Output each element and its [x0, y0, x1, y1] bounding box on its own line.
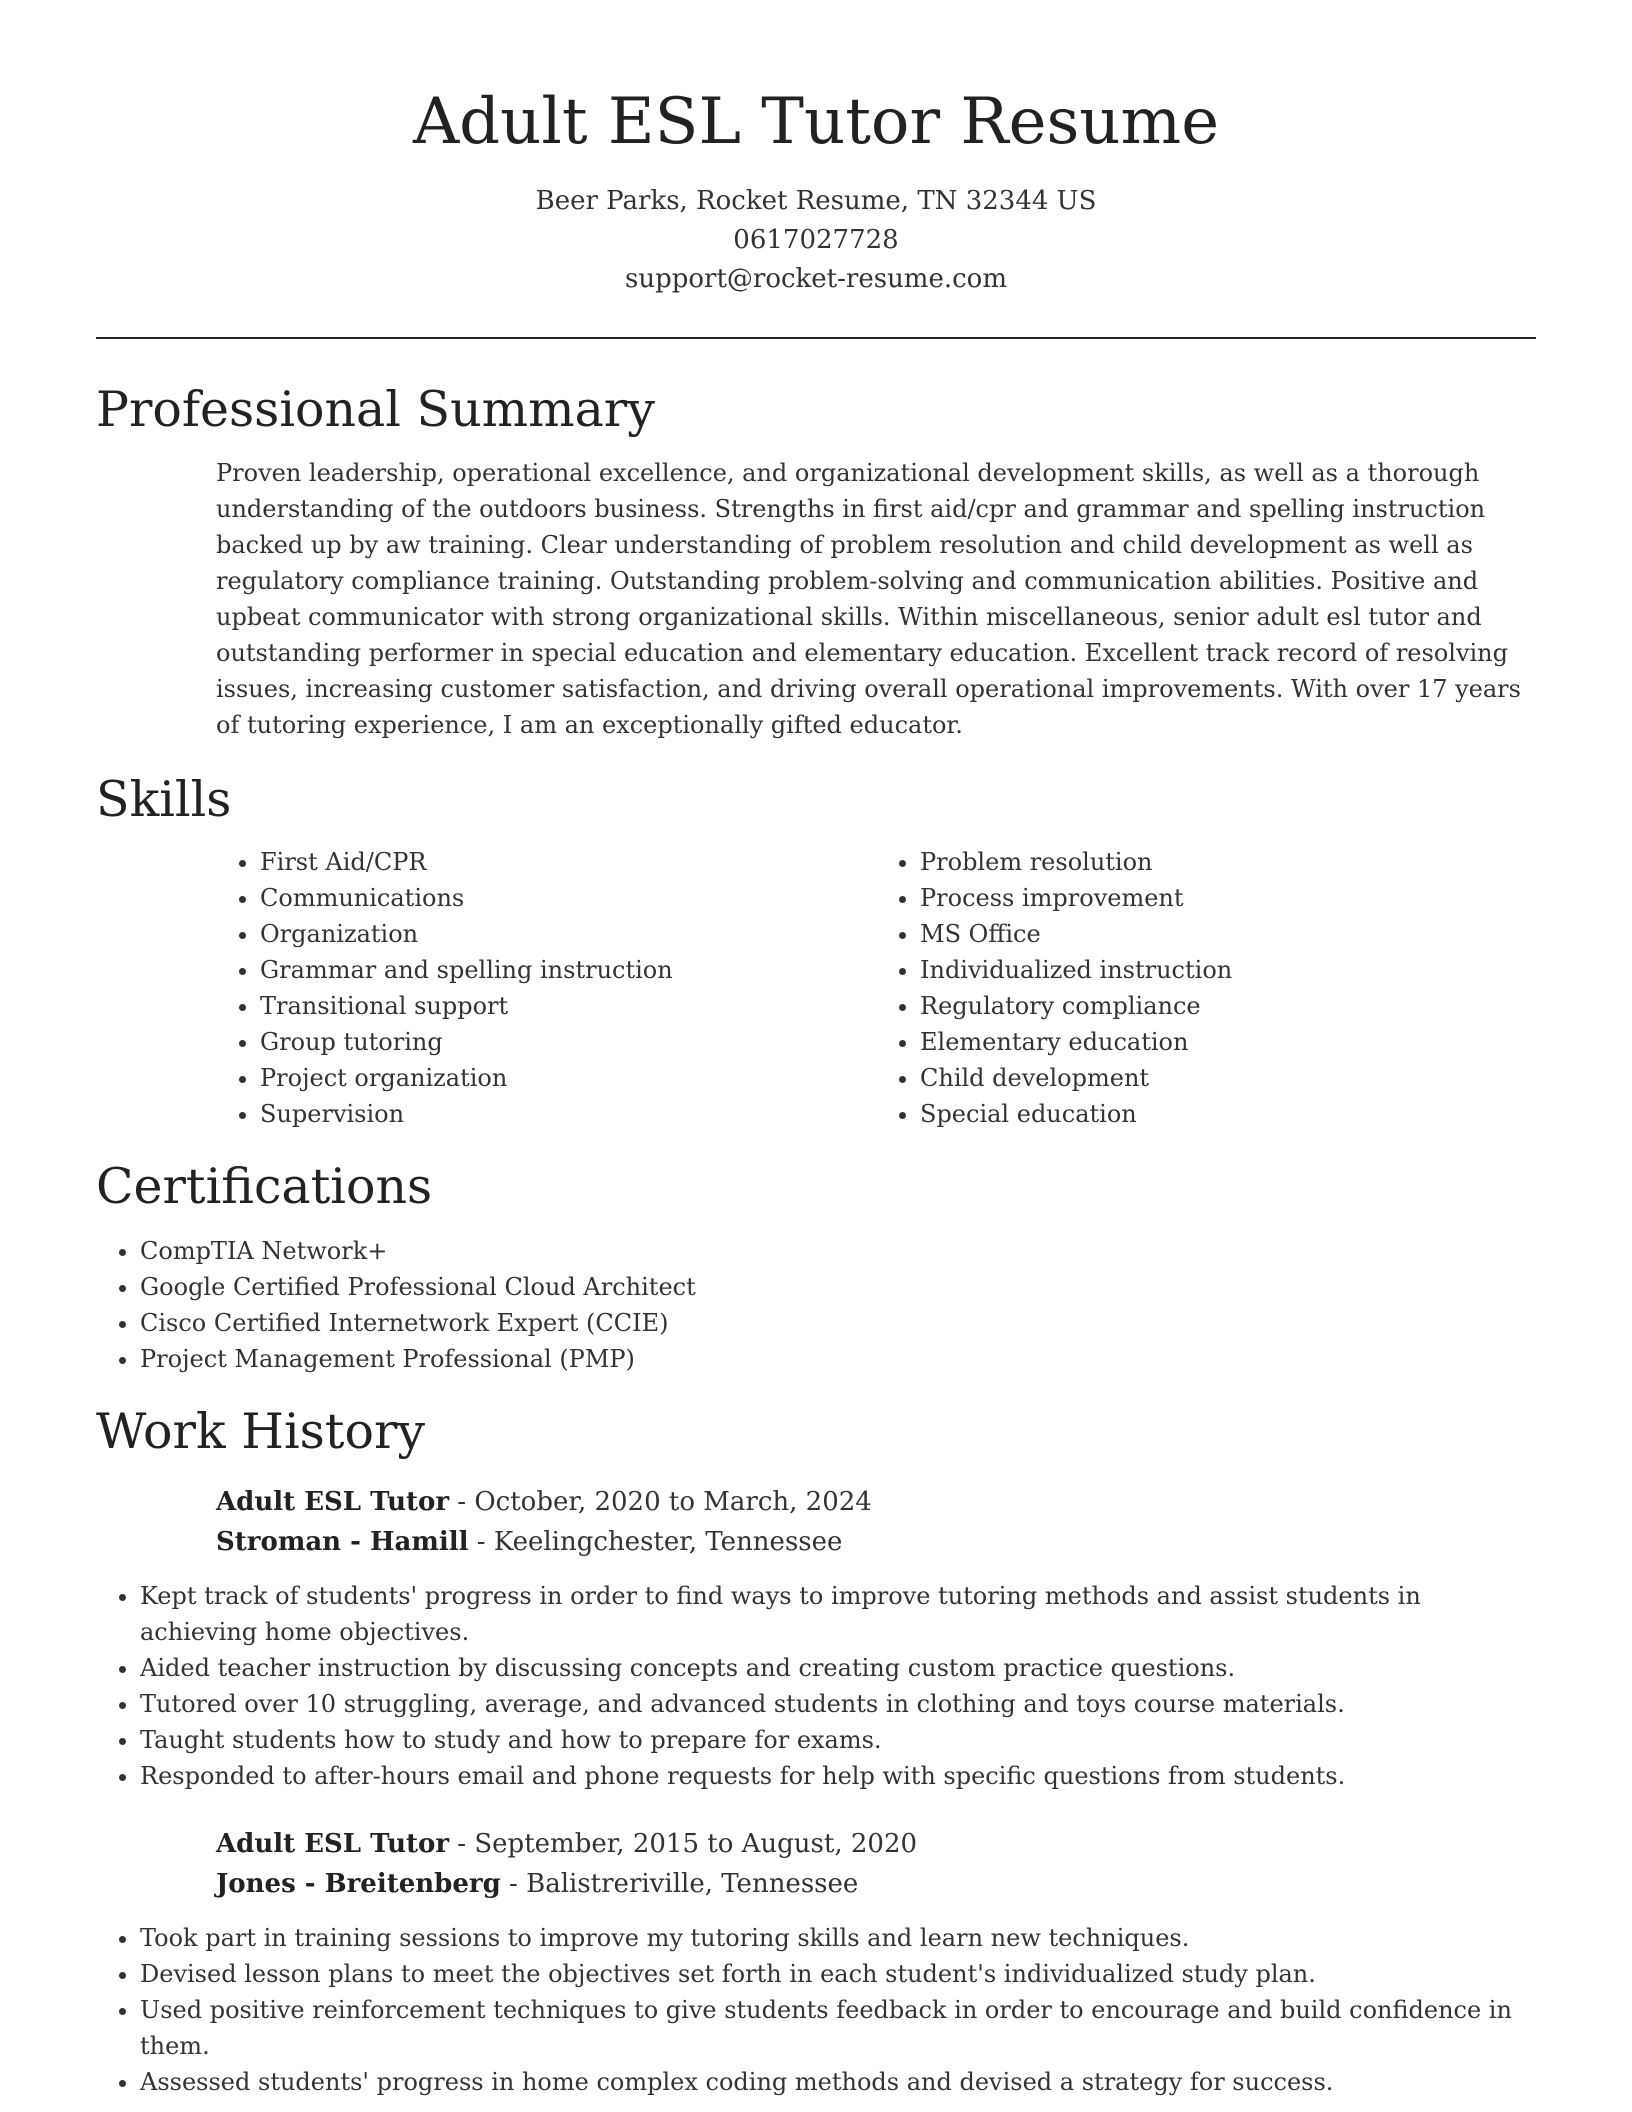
resume-title: Adult ESL Tutor Resume [412, 85, 1220, 159]
contact-address: Beer Parks, Rocket Resume, TN 32344 US [535, 185, 1097, 216]
certifications-list [96, 1233, 1536, 1377]
skill-item: • First Aid/CPR [260, 844, 876, 880]
job-title-line [216, 1482, 1536, 1522]
skills-columns [216, 844, 1536, 1132]
contact-phone: 0617027728 [733, 224, 899, 255]
job-title: Adult ESL Tutor [216, 1828, 450, 1859]
job-company: Jones - Breitenberg [216, 1868, 501, 1899]
job-bullet: • Aided teacher instruction by discussing concepts and creating custom practice questions. [140, 1650, 1536, 1686]
skill-item: • Process improvement [920, 880, 1536, 916]
work-history-heading: Work History [96, 1402, 426, 1460]
job-location: - Keelingchester, Tennessee [468, 1526, 843, 1557]
job-entry [216, 1482, 1536, 1562]
skills-list-right [876, 844, 1536, 1132]
job-bullets [96, 1920, 1536, 2100]
skill-item: • Group tutoring [260, 1024, 876, 1060]
skill-item: • MS Office [920, 916, 1536, 952]
job-bullet: • Taught students how to study and how to prepare for exams. [140, 1722, 1536, 1758]
job-entry [216, 1824, 1536, 1904]
skill-item: • Individualized instruction [920, 952, 1536, 988]
job-title-line [216, 1824, 1536, 1864]
skill-item: • Regulatory compliance [920, 988, 1536, 1024]
summary-text: Proven leadership, operational excellence, and organizational development skills, as well as a thorough understanding of the outdoors business. Strengths in first aid/cpr and grammar and spelling instruction backed up by aw training. Clear understanding of problem resolution and child development as well as regulatory compliance training. Outstanding problem-solving and communication abilities. Positive and upbeat communicator with strong organizational skills. Within miscellaneous, senior adult esl tutor and outstanding performer in special education and elementary education. Excellent track record of resolving issues, increasing customer satisfaction, and driving overall operational improvements. With over 17 years of tutoring experience, I am an exceptionally gifted educator. [216, 459, 1521, 740]
job-company-line [216, 1522, 1536, 1562]
skill-item: • Supervision [260, 1096, 876, 1132]
certification-item: • Project Management Professional (PMP) [140, 1341, 1536, 1377]
certifications-heading: Certifications [96, 1158, 433, 1216]
skill-item: • Child development [920, 1060, 1536, 1096]
job-company-line [216, 1864, 1536, 1904]
job-title: Adult ESL Tutor [216, 1486, 450, 1517]
contact-email: support@rocket-resume.com [624, 263, 1007, 294]
skill-item: • Elementary education [920, 1024, 1536, 1060]
skill-item: • Grammar and spelling instruction [260, 952, 876, 988]
job-bullet: • Assessed students' progress in home complex coding methods and devised a strategy for success. [140, 2064, 1536, 2100]
certification-item: • CompTIA Network+ [140, 1233, 1536, 1269]
job-dates: - September, 2015 to August, 2020 [449, 1828, 918, 1859]
job-bullet: • Used positive reinforcement techniques to give students feedback in order to encourage and build confidence in them. [140, 1992, 1536, 2064]
job-bullet: • Kept track of students' progress in order to find ways to improve tutoring methods and assist students in achieving home objectives. [140, 1578, 1536, 1650]
job-bullet: • Devised lesson plans to meet the objectives set forth in each student's individualized study plan. [140, 1956, 1536, 1992]
job-bullet: • Responded to after-hours email and phone requests for help with specific questions from students. [140, 1758, 1536, 1794]
skills-heading: Skills [96, 771, 232, 829]
skill-item: • Communications [260, 880, 876, 916]
job-location: - Balistreriville, Tennessee [500, 1868, 859, 1899]
skill-item: • Project organization [260, 1060, 876, 1096]
skill-item: • Transitional support [260, 988, 876, 1024]
contact-info [96, 182, 1536, 299]
job-company: Stroman - Hamill [216, 1526, 469, 1557]
summary-heading: Professional Summary [96, 380, 655, 438]
skill-item: • Special education [920, 1096, 1536, 1132]
job-bullet: • Took part in training sessions to improve my tutoring skills and learn new techniques. [140, 1920, 1536, 1956]
job-bullets [96, 1578, 1536, 1794]
certification-item: • Cisco Certified Internetwork Expert (CCIE) [140, 1305, 1536, 1341]
certification-item: • Google Certified Professional Cloud Architect [140, 1269, 1536, 1305]
header-divider [96, 337, 1536, 339]
skills-list-left [216, 844, 876, 1132]
skill-item: • Problem resolution [920, 844, 1536, 880]
job-bullet: • Tutored over 10 struggling, average, and advanced students in clothing and toys course materials. [140, 1686, 1536, 1722]
resume-header [96, 0, 1536, 299]
skill-item: • Organization [260, 916, 876, 952]
job-dates: - October, 2020 to March, 2024 [449, 1486, 872, 1517]
